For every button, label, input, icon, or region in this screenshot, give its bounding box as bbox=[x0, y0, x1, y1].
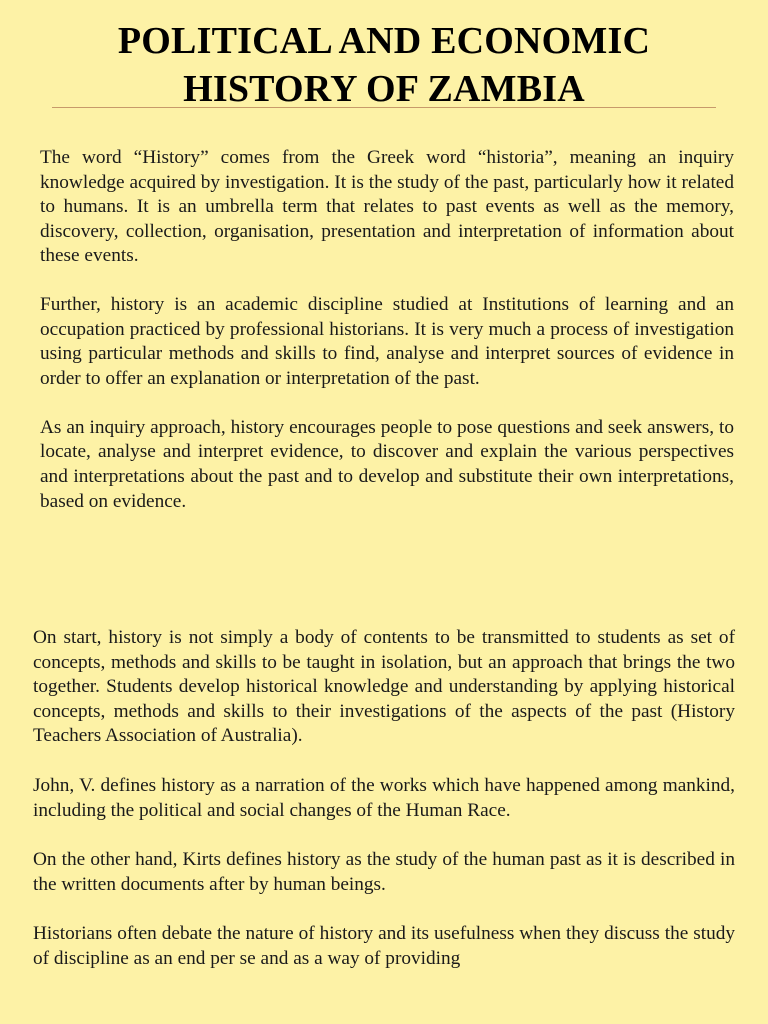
paragraph-academic-discipline: Further, history is an academic discipline studied at Institutions of learning and an occupation practiced by professional historians. It is very much a process of investigation using particular methods and skills to find, analyse and interpret sources of evidence in order to offer an explanation or interpretation of the past. bbox=[40, 294, 734, 389]
body-section-top bbox=[40, 146, 734, 514]
paragraph-kirts-definition: On the other hand, Kirts defines history as the study of the human past as it is described in the written documents after by human beings. bbox=[33, 849, 735, 895]
paragraph-on-start: On start, history is not simply a body of contents to be transmitted to students as set of concepts, methods and skills to be taught in isolation, but an approach that brings the two together. Students develop historical knowledge and understanding by applying historical concepts, methods and skills to their investigations of the aspects of the past (History Teachers Association of Australia). bbox=[33, 627, 735, 747]
paragraph-historians-debate: Historians often debate the nature of history and its usefulness when they discuss the study of discipline as an end per se and as a way of providing bbox=[33, 923, 735, 969]
title-divider bbox=[52, 107, 716, 108]
paragraph-john-definition: John, V. defines history as a narration of the works which have happened among mankind, including the political and social changes of the Human Race. bbox=[33, 774, 735, 821]
title-line-1: POLITICAL AND ECONOMIC bbox=[117, 20, 651, 62]
paragraph-history-definition: The word “History” comes from the Greek word “historia”, meaning an inquiry knowledge acquired by investigation. It is the study of the past, particularly how it related to humans. It is an umbrella term that relates to past events as well as the memory, discovery, collection, organisation, presentation and interpretation of information about these events. bbox=[40, 147, 734, 267]
title-line-2: HISTORY OF ZAMBIA bbox=[183, 68, 585, 110]
document-title bbox=[0, 0, 768, 113]
body-section-bottom bbox=[33, 626, 735, 972]
paragraph-inquiry-approach: As an inquiry approach, history encourages people to pose questions and seek answers, to locate, analyse and interpret evidence, to discover and explain the various perspectives and interpretations about the past and to develop and substitute their own interpretations, based on evidence. bbox=[40, 416, 734, 512]
